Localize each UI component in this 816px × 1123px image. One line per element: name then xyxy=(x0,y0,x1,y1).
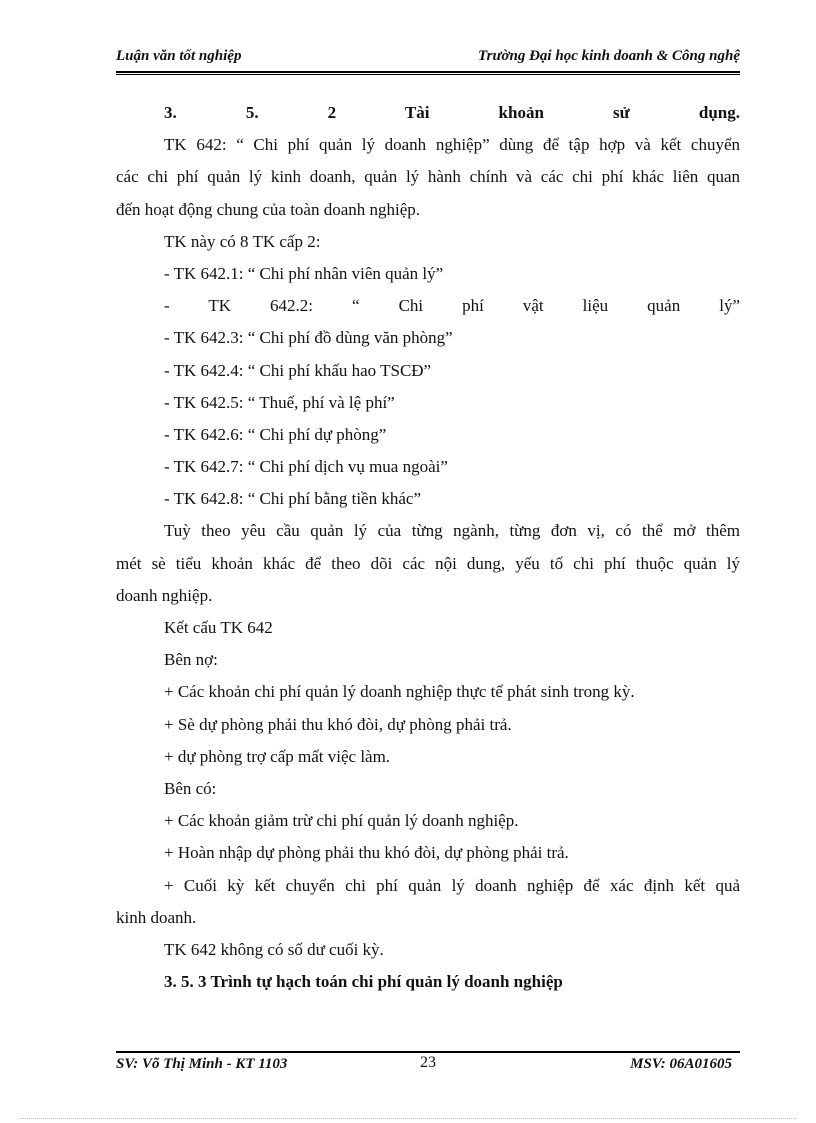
paragraph-line: doanh nghiệp. xyxy=(116,585,213,605)
paragraph-line: mét sè tiểu khoản khác để theo dõi các nội dung, yếu tố chi phí thuộc quản lý xyxy=(116,553,740,573)
debit-title: Bên nợ: xyxy=(164,650,218,670)
section-heading-accounts: 3. 5. 2 Tài khoản sử dụng. xyxy=(164,103,740,122)
debit-item: + dự phòng trợ cấp mất việc làm. xyxy=(164,746,391,766)
header-thesis-label: Luận văn tốt nghiệp xyxy=(116,48,242,64)
header-university-name: Trường Đại học kinh doanh & Công nghệ xyxy=(478,48,740,64)
page-body xyxy=(116,97,740,998)
credit-item: + Hoàn nhập dự phòng phải thu khó đòi, dự phòng phải trả. xyxy=(164,843,569,863)
paragraph-line: TK này có 8 TK cấp 2: xyxy=(164,231,321,251)
list-item: - TK 642.1: “ Chi phí nhân viên quản lý” xyxy=(164,263,444,283)
section-heading-sequence: 3. 5. 3 Trình tự hạch toán chi phí quản lý doanh nghiệp xyxy=(164,972,563,992)
paragraph-line: TK 642: “ Chi phí quản lý doanh nghiệp” dùng để tập hợp và kết chuyển xyxy=(164,135,740,155)
paragraph-line: kinh doanh. xyxy=(116,907,197,927)
debit-item: + Các khoản chi phí quản lý doanh nghiệp thực tế phát sinh trong kỳ. xyxy=(164,682,635,702)
paragraph-line: các chi phí quản lý kinh doanh, quản lý hành chính và các chi phí khác liên quan xyxy=(116,167,740,187)
credit-item: + Cuối kỳ kết chuyển chi phí quản lý doanh nghiệp để xác định kết quả xyxy=(164,875,740,895)
balance-note: TK 642 không có số dư cuối kỳ. xyxy=(164,939,384,959)
structure-label: Kết cấu TK 642 xyxy=(164,618,273,637)
footer-student-name: SV: Võ Thị Minh - KT 1103 xyxy=(116,1056,288,1072)
list-item: - TK 642.4: “ Chi phí khấu hao TSCĐ” xyxy=(164,360,432,380)
list-item: - TK 642.8: “ Chi phí bằng tiền khác” xyxy=(164,489,421,509)
page-header xyxy=(116,48,740,70)
footer-student-id: MSV: 06A01605 xyxy=(630,1056,732,1072)
footer-rule xyxy=(116,1051,740,1053)
page-footer xyxy=(116,1054,740,1078)
list-item: - TK 642.7: “ Chi phí dịch vụ mua ngoài” xyxy=(164,457,448,477)
credit-title: Bên có: xyxy=(164,778,217,798)
list-item: - TK 642.6: “ Chi phí dự phòng” xyxy=(164,424,387,444)
list-item: - TK 642.3: “ Chi phí đồ dùng văn phòng” xyxy=(164,328,453,348)
list-item: - TK 642.2: “ Chi phí vật liệu quản lý” xyxy=(164,296,740,316)
header-rule-thin xyxy=(116,74,740,75)
page-bottom-dotted-border xyxy=(20,1118,796,1119)
list-item: - TK 642.5: “ Thuế, phí và lệ phí” xyxy=(164,392,395,412)
header-rule-thick xyxy=(116,71,740,73)
page-number: 23 xyxy=(420,1054,436,1071)
paragraph-line: đến hoạt động chung của toàn doanh nghiệp. xyxy=(116,199,421,219)
paragraph-line: Tuỳ theo yêu cầu quản lý của từng ngành, từng đơn vị, có thể mở thêm xyxy=(164,521,740,541)
debit-item: + Sè dự phòng phải thu khó đòi, dự phòng phải trả. xyxy=(164,714,512,734)
credit-item: + Các khoản giảm trừ chi phí quản lý doanh nghiệp. xyxy=(164,811,519,831)
